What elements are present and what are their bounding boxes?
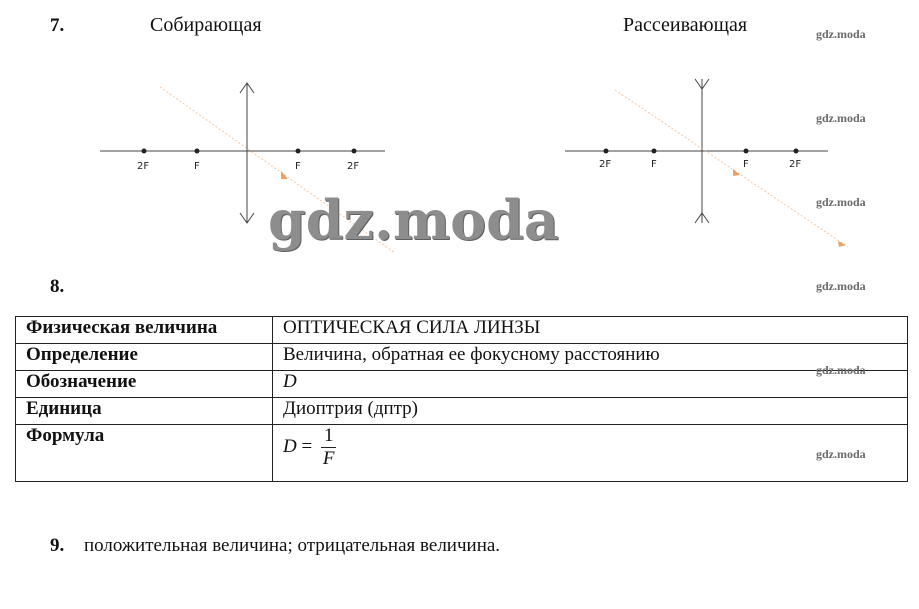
point-f-right xyxy=(744,149,749,154)
optical-power-table xyxy=(15,316,908,482)
table-row xyxy=(16,371,908,398)
formula-cell xyxy=(273,425,908,482)
ray-arrow-icon xyxy=(733,169,740,176)
task8-number: 8. xyxy=(50,276,65,297)
label-f-left: F xyxy=(194,161,200,172)
light-ray xyxy=(615,90,848,247)
row-key: Единица xyxy=(16,398,273,425)
watermark-large: gdz.moda xyxy=(268,188,559,252)
watermark-small: gdz.moda xyxy=(816,279,866,293)
row-value: D xyxy=(273,371,908,398)
formula-numerator: 1 xyxy=(321,425,337,448)
label-f-left: F xyxy=(651,159,657,170)
table-row xyxy=(16,398,908,425)
watermark-small: gdz.moda xyxy=(816,363,866,377)
label-2f-right: 2F xyxy=(789,159,802,170)
diverging-lens-heading: Рассеивающая xyxy=(623,14,748,36)
task7-number: 7. xyxy=(50,15,65,36)
table-row xyxy=(16,344,908,371)
label-f-right: F xyxy=(295,161,301,172)
row-key: Обозначение xyxy=(16,371,273,398)
watermark-small: gdz.moda xyxy=(816,27,866,41)
point-2f-right xyxy=(352,149,357,154)
formula-denominator: F xyxy=(322,448,335,469)
formula-equals: = xyxy=(301,435,313,457)
task9-number: 9. xyxy=(50,535,65,556)
watermark-small: gdz.moda xyxy=(816,447,866,461)
watermark-small: gdz.moda xyxy=(816,111,866,125)
point-f-left xyxy=(652,149,657,154)
table-row xyxy=(16,425,908,482)
watermark-small: gdz.moda xyxy=(816,195,866,209)
formula-lhs: D xyxy=(283,435,297,457)
formula-fraction xyxy=(321,425,337,470)
task9-answer: положительная величина; отрицательная величина. xyxy=(84,535,501,556)
table-row xyxy=(16,317,908,344)
point-2f-left xyxy=(142,149,147,154)
point-f-left xyxy=(195,149,200,154)
point-f-right xyxy=(296,149,301,154)
row-value: Диоптрия (дптр) xyxy=(273,398,908,425)
diverging-lens-diagram xyxy=(560,75,860,265)
row-key: Определение xyxy=(16,344,273,371)
label-f-right: F xyxy=(743,159,749,170)
ray-arrow-icon xyxy=(281,171,288,179)
ray-arrow-icon xyxy=(838,241,846,247)
row-key: Формула xyxy=(16,425,273,482)
row-key: Физическая величина xyxy=(16,317,273,344)
label-2f-left: 2F xyxy=(137,161,150,172)
point-2f-left xyxy=(604,149,609,154)
label-2f-left: 2F xyxy=(599,159,612,170)
point-2f-right xyxy=(794,149,799,154)
converging-lens-heading: Собирающая xyxy=(150,14,262,36)
row-value: ОПТИЧЕСКАЯ СИЛА ЛИНЗЫ xyxy=(273,317,908,344)
label-2f-right: 2F xyxy=(347,161,360,172)
row-value: Величина, обратная ее фокусному расстоянию xyxy=(273,344,908,371)
